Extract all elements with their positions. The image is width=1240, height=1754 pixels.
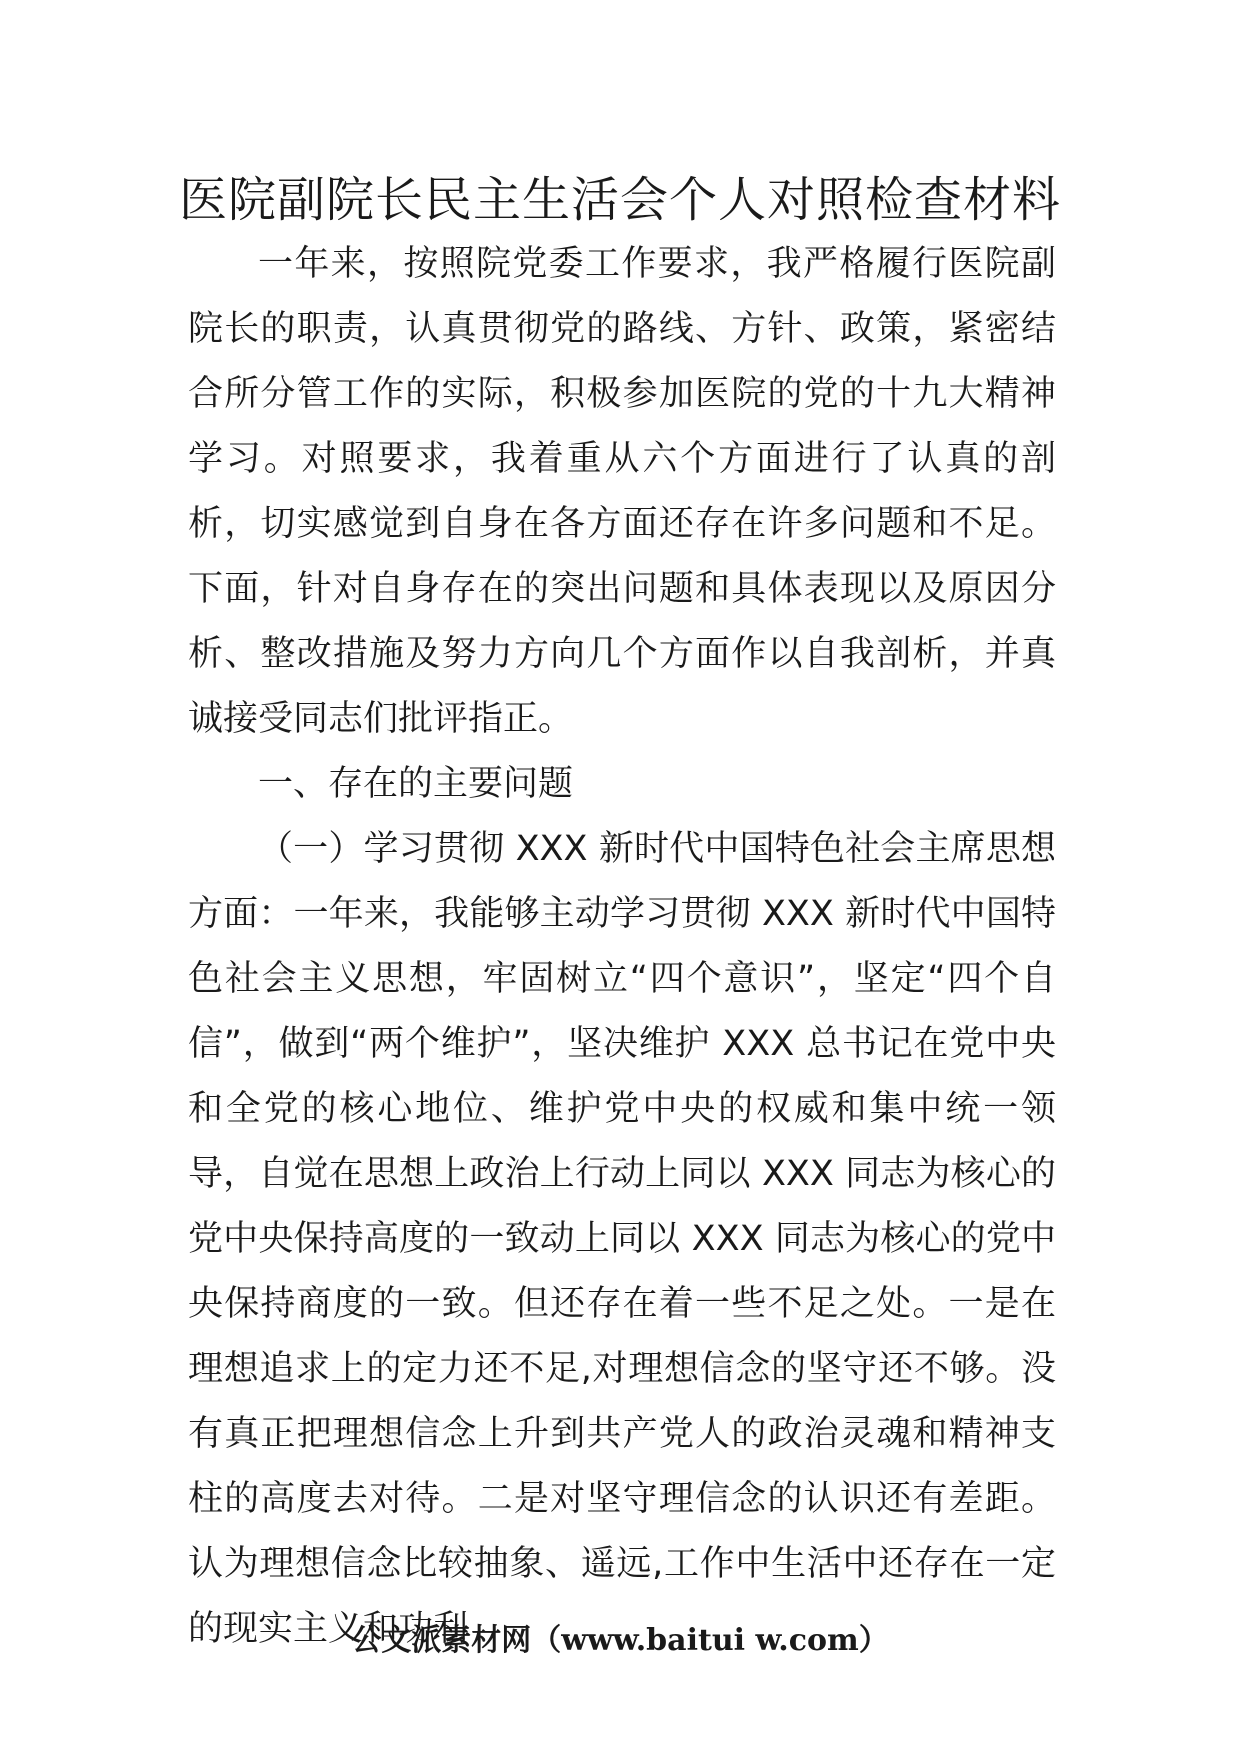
section-heading: 一、存在的主要问题 [258,764,574,804]
footer-watermark: 公文派素材网（www.baitui w.com） [351,1623,889,1658]
document-title: 医院副院长民主生活会个人对照检查材料 [178,172,1061,228]
intro-paragraph: 一年来，按照院党委工作要求，我严格履行医院副院长的职责，认真贯彻党的路线、方针、政策，紧密结合所分管工作的实际，积极参加医院的党的十九大精神学习。对照要求，我着重从六个方面进行了认真的剖析，切实感觉到自身在各方面还存在许多问题和不足。下面，针对自身存在的突出问题和具体表现以及原因分析、整改措施及努力方向几个方面作以自我剖析，并真诚接受同志们批评指正。 [188,244,1056,739]
document-body [188,232,1056,1662]
section-paragraph: （一）学习贯彻 XXX 新时代中国特色社会主席思想方面：一年来，我能够主动学习贯彻 XXX 新时代中国特色社会主义思想，牢固树立“四个意识”，坚定“四个自信”，做到“两个维护”，坚决维护 XXX 总书记在党中央和全党的核心地位、维护党中央的权威和集中统一领导，自觉在思想上政治上行动上同以 XXX 同志为核心的党中央保持高度的一致动上同以 XXX 同志为核心的党中央保持商度的一致。但还存在着一些不足之处。一是在理想追求上的定力还不足,对理想信念的坚守还不够。没有真正把理想信念上升到共产党人的政治灵魂和精神支柱的高度去对待。二是对坚守理信念的认识还有差距。认为理想信念比较抽象、遥远,工作中生活中还存在一定的现实主义和功利 [188,829,1056,1649]
